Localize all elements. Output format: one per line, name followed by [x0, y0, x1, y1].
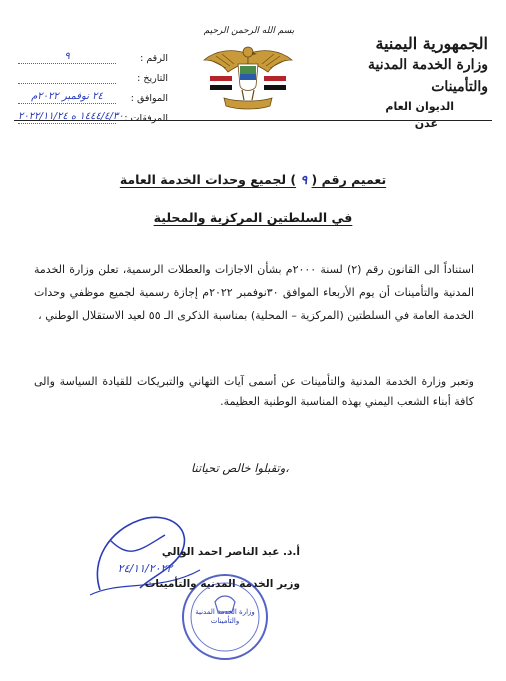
circular-subtitle: في السلطتين المركزية والمحلية [153, 210, 353, 225]
handwritten-date: ٢٤/١١/٢٠٢٢ [117, 562, 173, 575]
signatory-name: أ.د. عبد الناصر احمد الوالي [161, 546, 300, 558]
meta-attachments-row [18, 104, 168, 124]
attachments-line [18, 111, 124, 124]
signatory-title: وزير الخدمة المدنية والتأمينات [144, 578, 300, 590]
circular-number: ٩ [300, 172, 308, 187]
meta-date-row [18, 64, 168, 84]
attachments-label: المرفقات : [124, 113, 168, 124]
meta-corresponding-row [18, 84, 168, 104]
corresponding-label: الموافق : [130, 93, 168, 104]
meta-number-row [18, 44, 168, 64]
closing-greeting: وتقبلوا خالص تحياتنا، [191, 461, 289, 475]
republic-name: الجمهورية اليمنية [375, 34, 488, 53]
number-label: الرقم : [140, 53, 168, 64]
attachments-value: ١٤٤٤/٤/٣٠ ه ٢٠٢٢/١١/٢٤ [18, 111, 124, 122]
number-value: ٩ [64, 51, 70, 62]
yemen-eagle-emblem-icon [200, 42, 296, 114]
header-divider [14, 120, 492, 121]
number-line [18, 51, 116, 64]
date-line [18, 71, 116, 84]
bismillah-text: بسم الله الرحمن الرحيم [203, 26, 295, 36]
title-prefix: تعميم رقم ( [311, 172, 387, 187]
corresponding-line [18, 91, 116, 104]
office-name: الديوان العام [385, 100, 454, 113]
city-name: عدن [414, 117, 438, 130]
circular-title [60, 172, 446, 187]
body-paragraph-2: وتعبر وزارة الخدمة المدنية والتأمينات عن أسمى آيات التهاني والتبريكات للقيادة السياسة والى كافة أبناء الشعب اليمني بهذه المناسبة الوطنية العظيمة. [34, 375, 474, 408]
title-suffix: ) لجميع وحدات الخدمة العامة [119, 172, 297, 187]
ministry-header [318, 34, 488, 132]
ministry-name: وزارة الخدمة المدنية والتأمينات [367, 57, 488, 95]
corresponding-value: ٢٤ نوفمبر ٢٠٢٢م [31, 91, 103, 102]
stamp-text: وزارة الخدمة المدنية والتأمينات [195, 608, 255, 625]
body-paragraph-1: استناداً الى القانون رقم (٢) لسنة ٢٠٠٠م بشأن الاجازات والعطلات الرسمية، تعلن وزارة الخدمة المدنية والتأمينات أن يوم الأربعاء الموافق ٣٠نوفمبر ٢٠٢٢م إجازة رسمية لجميع موظفي وحدات الخدمة العامة في السلطتين (المركزية – المحلية) بمناسبة الذكرى الـ ٥٥ لعيد الاستقلال الوطني ، [34, 263, 475, 322]
date-label: التاريخ : [137, 73, 168, 84]
